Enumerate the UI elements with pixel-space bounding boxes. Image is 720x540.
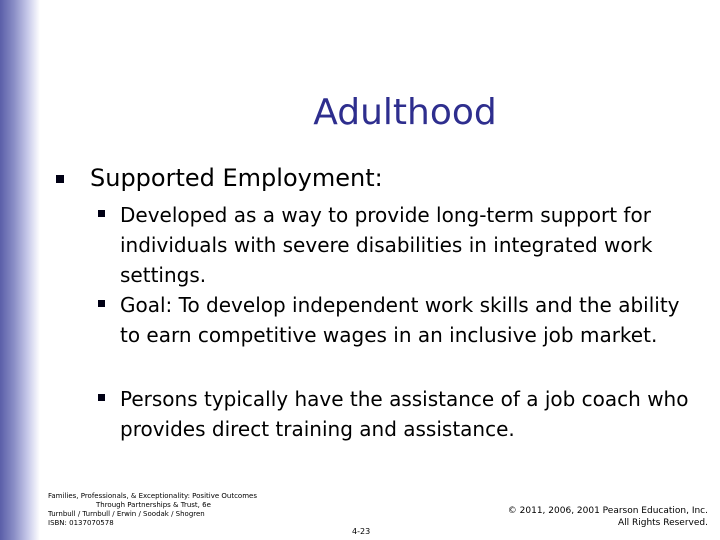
sub-bullet-3: Persons typically have the assistance of a job coach who provides direct training and assistance. — [120, 387, 689, 441]
page-number: 4-23 — [352, 527, 371, 536]
book-authors: Turnbull / Turnbull / Erwin / Soodak / Shogren — [48, 510, 205, 518]
slide-title: Adulthood — [313, 92, 497, 133]
bullet-icon — [98, 300, 105, 307]
bullet-icon — [56, 175, 64, 183]
book-title-line1: Families, Professionals, & Exceptionality: Positive Outcomes — [48, 492, 257, 500]
copyright-notice — [508, 505, 708, 529]
sub-bullet-1: Developed as a way to provide long-term support for individuals with severe disabilities in integrated work settings. — [120, 203, 653, 287]
decorative-sidebar — [0, 0, 40, 540]
book-isbn: ISBN: 0137070578 — [48, 519, 114, 527]
copyright-line: © 2011, 2006, 2001 Pearson Education, Inc. — [507, 506, 708, 516]
book-citation — [48, 492, 298, 528]
book-title-line2: Through Partnerships & Trust, 6e — [96, 501, 211, 509]
sub-bullet-2: Goal: To develop independent work skills and the ability to earn competitive wages in an inclusive job market. — [120, 293, 680, 347]
heading-supported-employment: Supported Employment: — [90, 164, 383, 192]
bullet-icon — [98, 394, 105, 401]
bullet-icon — [98, 210, 105, 217]
rights-line: All Rights Reserved. — [617, 518, 708, 528]
